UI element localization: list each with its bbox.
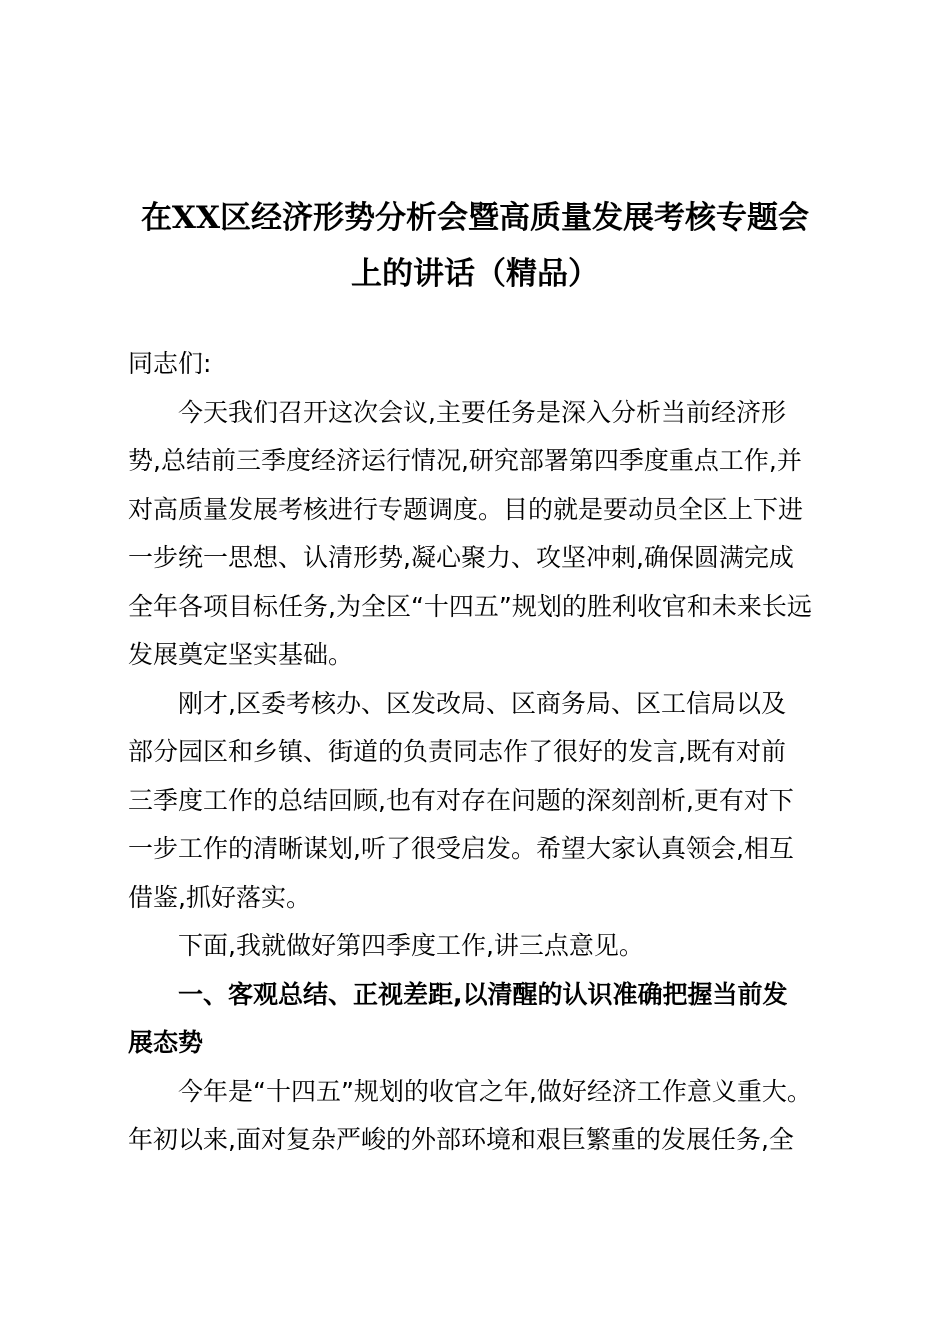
section-heading: [128, 971, 828, 1068]
paragraph-transition: [128, 922, 828, 971]
paragraph-line: 刚才,区委考核办、区发改局、区商务局、区工信局以及: [178, 688, 786, 718]
salutation-text: 同志们:: [128, 349, 212, 378]
salutation: [128, 340, 828, 389]
paragraph-line: 借鉴,抓好落实。: [128, 882, 311, 912]
paragraph-line: 对高质量发展考核进行专题调度。目的就是要动员全区上下进: [128, 494, 804, 524]
paragraph-line: 一步统一思想、认清形势,凝心聚力、攻坚冲刺,确保圆满完成: [128, 543, 794, 572]
section-heading-line: 展态势: [128, 1028, 204, 1057]
paragraph-line: 发展奠定坚实基础。: [128, 640, 354, 669]
paragraph-line: 今年是“十四五”规划的收官之年,做好经济工作意义重大。: [178, 1076, 812, 1106]
paragraph-line: 势,总结前三季度经济运行情况,研究部署第四季度重点工作,并: [128, 446, 802, 475]
paragraph-line: 三季度工作的总结回顾,也有对存在问题的深刻剖析,更有对下: [128, 785, 794, 815]
title-line: 在XX区经济形势分析会暨高质量发展考核专题会: [140, 200, 810, 236]
document-title: [120, 190, 830, 302]
section-paragraph: [128, 1068, 828, 1165]
paragraph-review: [128, 680, 828, 923]
document-body: [128, 340, 828, 1165]
paragraph-line: 下面,我就做好第四季度工作,讲三点意见。: [178, 931, 644, 960]
paragraph-line: 一步工作的清晰谋划,听了很受启发。希望大家认真领会,相互: [128, 834, 794, 863]
section-heading-line: 一、客观总结、正视差距,以清醒的认识准确把握当前发: [178, 979, 788, 1009]
paragraph-line: 全年各项目标任务,为全区“十四五”规划的胜利收官和未来长远: [128, 591, 812, 621]
title-line: 上的讲话（精品）: [351, 256, 599, 292]
paragraph-intro: [128, 389, 828, 680]
paragraph-line: 年初以来,面对复杂严峻的外部环境和艰巨繁重的发展任务,全: [128, 1125, 794, 1154]
paragraph-line: 部分园区和乡镇、街道的负责同志作了很好的发言,既有对前: [128, 737, 786, 766]
paragraph-line: 今天我们召开这次会议,主要任务是深入分析当前经济形: [178, 397, 786, 427]
